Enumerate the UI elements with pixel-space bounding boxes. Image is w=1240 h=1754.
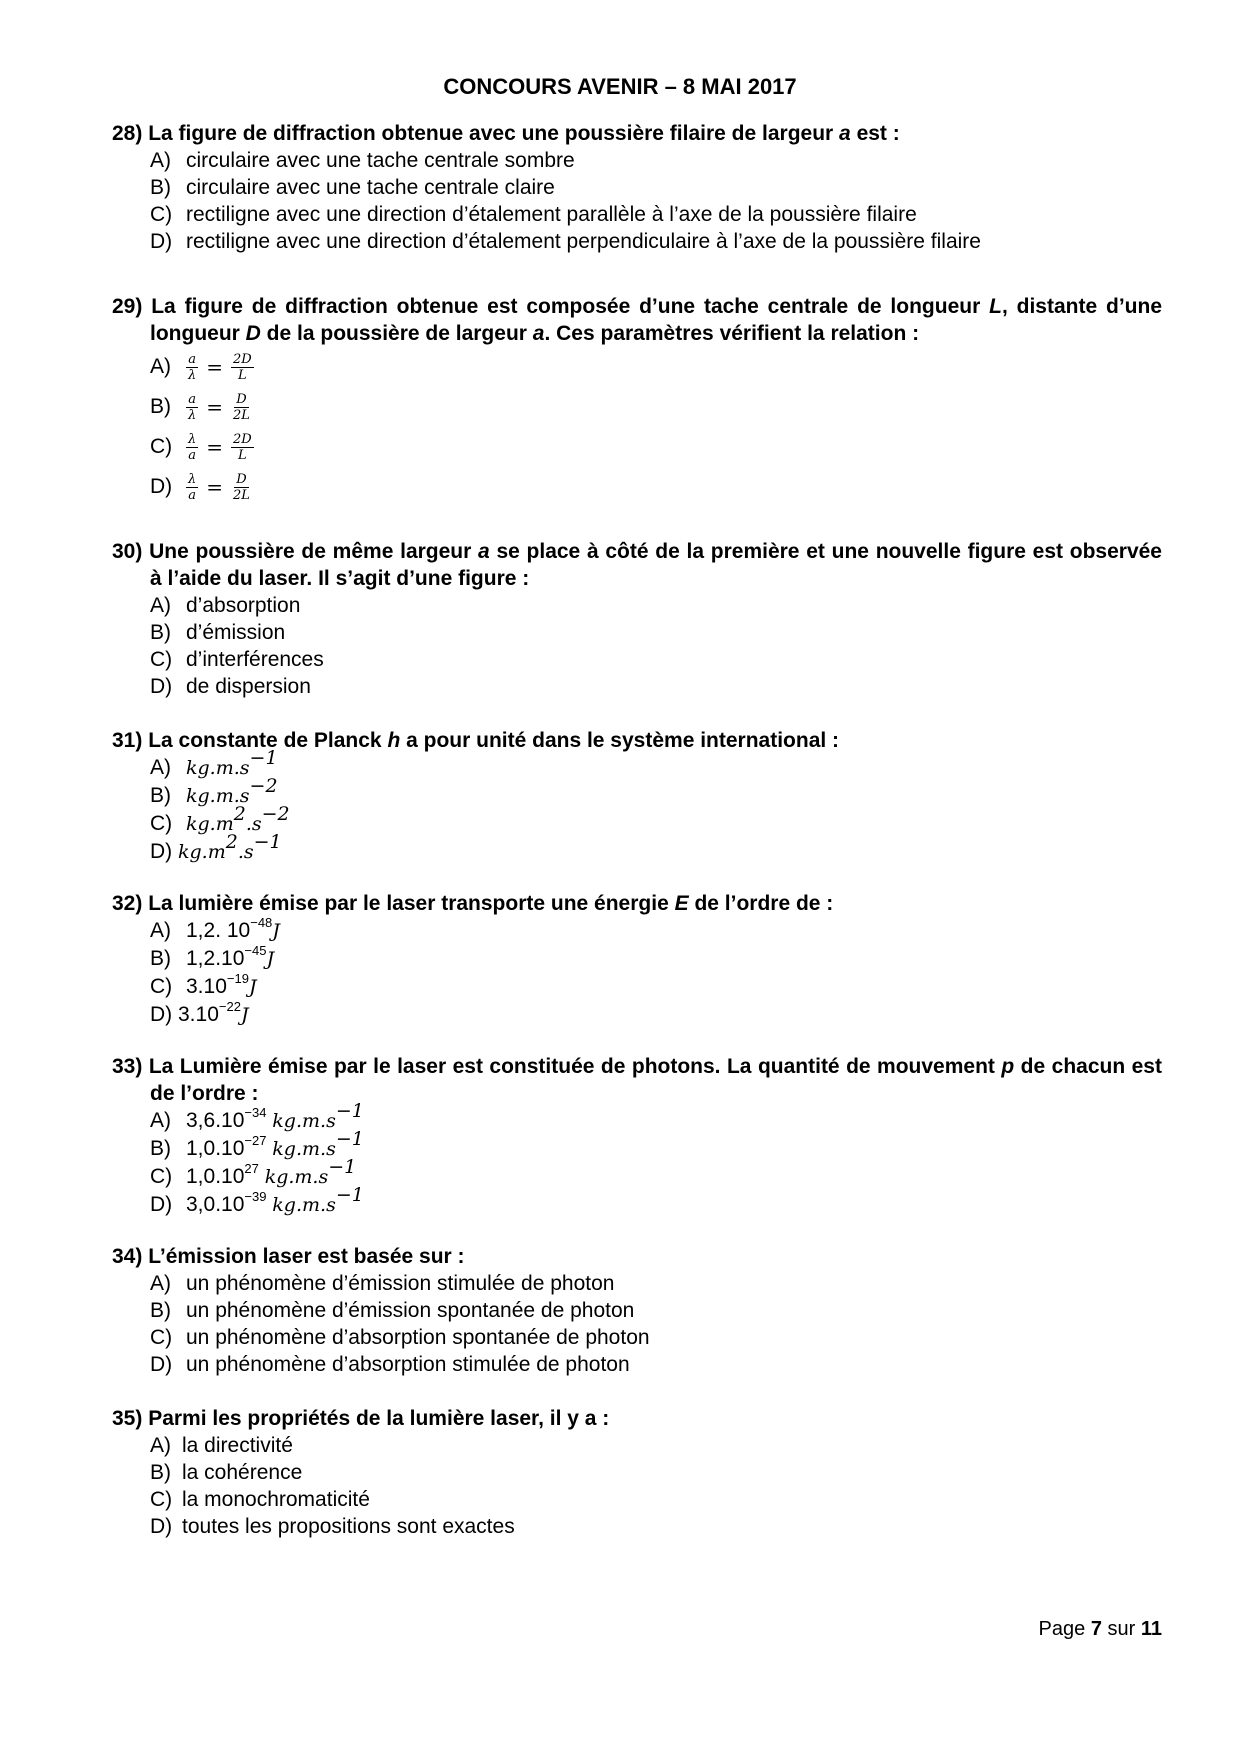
question-text: 28) La figure de diffraction obtenue avec une poussière filaire de largeur a est : [112,122,900,145]
option-b: B) circulaire avec une tache centrale claire [150,176,555,199]
option-c: C) un phénomène d’absorption spontanée de photon [150,1326,650,1349]
option-b: B) la cohérence [150,1461,303,1484]
option-b: B) un phénomène d’émission spontanée de photon [150,1299,635,1322]
question-33 [112,1053,1162,1219]
question-text: 32) La lumière émise par le laser transporte une énergie E de l’ordre de : [112,892,834,915]
option-d: D) rectiligne avec une direction d’étalement perpendiculaire à l’axe de la poussière filaire [150,230,981,253]
option-b: B) $1,0.10^{-27}$ $kg.m.s^{-1}$ [150,1128,364,1160]
question-32 [112,890,1162,1029]
question-text: 34) L’émission laser est basée sur : [112,1245,465,1268]
option-a: A) 1,2. $10^{-48}J$ [150,915,280,942]
option-c: C) la monochromaticité [150,1488,370,1511]
option-a: A) $kg.m.s^{-1}$ [150,747,278,779]
question-35 [112,1405,1162,1540]
option-a: A) $\frac{a}{\lambda}$ = $\frac{2D}{L}$ [150,351,252,383]
question-text: 35) Parmi les propriétés de la lumière laser, il y a : [112,1407,610,1430]
option-b: B) $kg.m.s^{-2}$ [150,775,278,807]
page-header-title: CONCOURS AVENIR – 8 MAI 2017 [443,74,797,99]
option-c: C) d’interférences [150,648,324,671]
question-30 [112,538,1162,700]
page-number: Page 7 sur 11 [1038,1618,1162,1640]
option-c: C) $3.10^{-19}J$ [150,971,257,998]
option-d: D) $3,0.10^{-39}$ $kg.m.s^{-1}$ [150,1184,364,1216]
option-d: D) $kg.m^2.s^{-1}$ [150,831,282,863]
option-c: C) rectiligne avec une direction d’étalement parallèle à l’axe de la poussière filaire [150,203,917,226]
option-a: A) la directivité [150,1434,293,1457]
option-d: D) $3.10^{-22}J$ [150,999,249,1026]
option-d: D) un phénomène d’absorption stimulée de photon [150,1353,630,1376]
question-31 [112,727,1162,866]
option-d: D) de dispersion [150,675,311,698]
question-29 [112,293,1162,507]
question-text: 33) La Lumière émise par le laser est constituée de photons. La quantité de mouvement p de chacun est de l’ordre : [112,1055,1162,1105]
option-c: C) $kg.m^2.s^{-2}$ [150,803,290,835]
question-text: 30) Une poussière de même largeur a se place à côté de la première et une nouvelle figure est observée à l’aide du laser. Il s’agit d’une figure : [112,540,1162,590]
option-d: D) $\frac{\lambda}{a}$ = $\frac{D}{2L}$ [150,471,250,503]
option-a: A) circulaire avec une tache centrale sombre [150,149,575,172]
option-c: C) $\frac{\lambda}{a}$ = $\frac{2D}{L}$ [150,431,252,463]
question-34 [112,1243,1162,1378]
option-a: A) un phénomène d’émission stimulée de photon [150,1272,615,1295]
option-b: B) d’émission [150,621,286,644]
option-d: D) toutes les propositions sont exactes [150,1515,515,1538]
option-b: B) $\frac{a}{\lambda}$ = $\frac{D}{2L}$ [150,391,250,423]
option-a: A) $3,6.10^{-34}$ $kg.m.s^{-1}$ [150,1100,364,1132]
question-text: 29) La figure de diffraction obtenue est composée d’une tache centrale de longueur L, distante d’une longueur D de la poussière de largeur a. Ces paramètres vérifient la relation : [112,295,1162,345]
question-28 [112,120,1162,255]
question-text: 31) La constante de Planck h a pour unité dans le système international : [112,729,840,752]
option-b: B) $1,2.10^{-45}J$ [150,943,275,970]
option-a: A) d’absorption [150,594,301,617]
option-c: C) 1,0.10$^{27}$ $kg.m.s^{-1}$ [150,1156,357,1188]
